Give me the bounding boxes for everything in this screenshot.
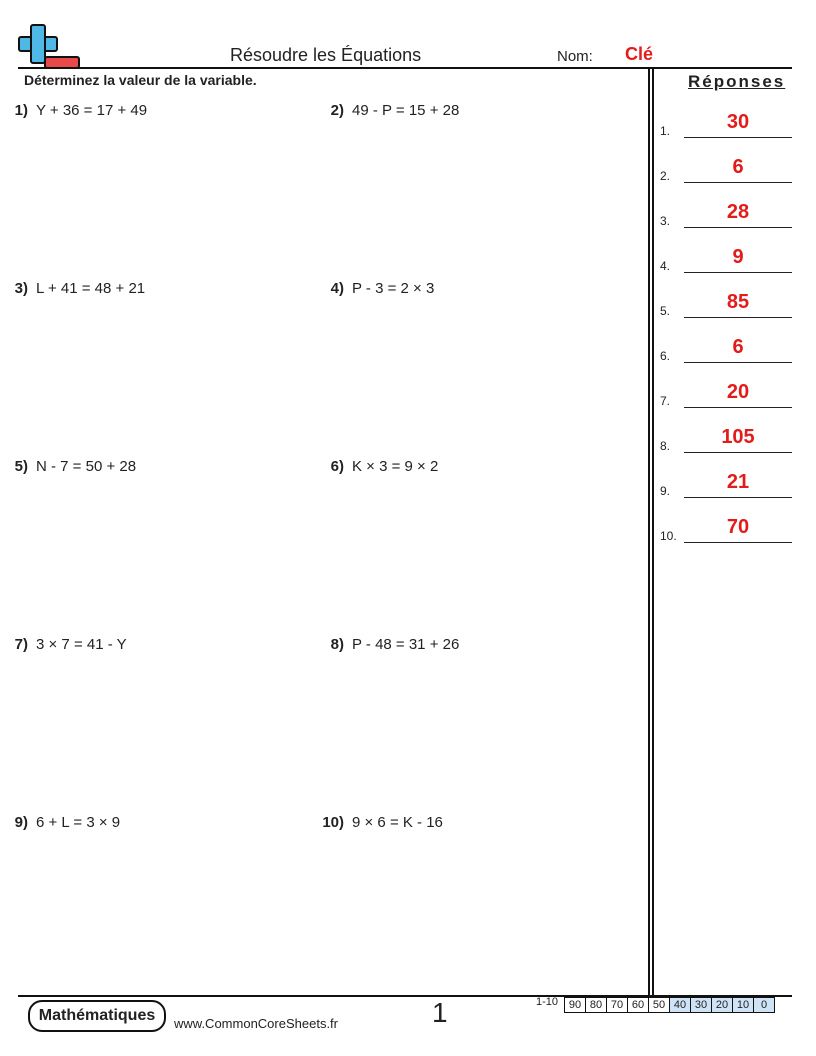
instructions: Déterminez la valeur de la variable. (24, 72, 257, 88)
problem-equation: N - 7 = 50 + 28 (36, 458, 137, 475)
answer-line (684, 362, 792, 363)
website-link[interactable]: www.CommonCoreSheets.fr (174, 1016, 338, 1031)
problem-number: 4) (330, 280, 344, 297)
answer-row (660, 423, 792, 453)
column-divider-inner (652, 67, 654, 996)
page-number: 1 (432, 997, 448, 1028)
subject-badge: Mathématiques (28, 1000, 166, 1032)
problem-10 (318, 814, 443, 831)
answer-value: 6 (732, 336, 744, 358)
answer-value: 70 (726, 516, 750, 538)
problem-number: 3) (14, 280, 28, 297)
answer-row (660, 198, 792, 228)
answer-value: 105 (721, 426, 755, 448)
problem-number: 8) (330, 636, 344, 653)
answer-index: 4. (660, 259, 671, 273)
page-title: Résoudre les Équations (230, 45, 422, 65)
answer-row (660, 378, 792, 408)
problem-2 (318, 102, 459, 119)
answer-line (684, 137, 792, 138)
answer-value: 28 (726, 201, 750, 223)
answer-index: 1. (660, 124, 671, 138)
answer-value: 21 (726, 471, 750, 493)
name-label: Nom: (557, 48, 593, 65)
problem-equation: 49 - P = 15 + 28 (352, 102, 460, 119)
answer-index: 8. (660, 439, 671, 453)
problem-1 (2, 102, 147, 119)
problem-4 (318, 280, 434, 297)
problem-9 (2, 814, 120, 831)
answer-index: 6. (660, 349, 671, 363)
problem-equation: K × 3 = 9 × 2 (352, 458, 439, 475)
score-table (564, 997, 775, 1013)
column-divider (648, 67, 650, 996)
problem-number: 6) (330, 458, 344, 475)
answer-index: 5. (660, 304, 671, 318)
answer-line (684, 452, 792, 453)
problem-equation: 6 + L = 3 × 9 (36, 814, 121, 831)
answer-row (660, 333, 792, 363)
score-cell: 0 (754, 998, 775, 1013)
answer-line (684, 272, 792, 273)
problem-number: 5) (14, 458, 28, 475)
problem-equation: L + 41 = 48 + 21 (36, 280, 146, 297)
problem-equation: 9 × 6 = K - 16 (352, 814, 443, 831)
score-cell: 60 (628, 998, 649, 1013)
answer-row (660, 513, 792, 543)
answer-line (684, 542, 792, 543)
problem-8 (318, 636, 459, 653)
answer-value: 85 (726, 291, 750, 313)
answer-line (684, 407, 792, 408)
problem-equation: 3 × 7 = 41 - Y (36, 636, 127, 653)
score-label: 1-10 (536, 996, 559, 1008)
problem-equation: P - 48 = 31 + 26 (352, 636, 460, 653)
answer-row (660, 108, 792, 138)
score-cell: 30 (691, 998, 712, 1013)
answer-index: 3. (660, 214, 671, 228)
score-cell: 40 (670, 998, 691, 1013)
problem-number: 10) (322, 814, 344, 831)
answer-line (684, 182, 792, 183)
problem-equation: Y + 36 = 17 + 49 (36, 102, 148, 119)
answer-line (684, 227, 792, 228)
answer-value: 9 (732, 246, 744, 268)
problem-3 (2, 280, 145, 297)
answer-value: 6 (732, 156, 744, 178)
answer-index: 7. (660, 394, 671, 408)
logo (0, 0, 80, 70)
answer-value: 30 (726, 111, 750, 133)
answer-index: 2. (660, 169, 671, 183)
problem-number: 1) (14, 102, 28, 119)
answer-row (660, 468, 792, 498)
score-cell: 20 (712, 998, 733, 1013)
problem-number: 7) (14, 636, 28, 653)
problem-number: 9) (14, 814, 28, 831)
problem-5 (2, 458, 136, 475)
name-value: Clé (625, 44, 654, 64)
score-cell: 70 (607, 998, 628, 1013)
score-cell: 50 (649, 998, 670, 1013)
problem-equation: P - 3 = 2 × 3 (352, 280, 435, 297)
problem-number: 2) (330, 102, 344, 119)
answer-index: 9. (660, 484, 671, 498)
answers-title: Réponses (688, 72, 786, 91)
answer-value: 20 (726, 381, 750, 403)
score-cell: 80 (586, 998, 607, 1013)
score-cell: 10 (733, 998, 754, 1013)
answer-row (660, 288, 792, 318)
answer-line (684, 317, 792, 318)
header-divider (18, 67, 792, 69)
problem-7 (2, 636, 127, 653)
answer-row (660, 153, 792, 183)
score-cell: 90 (565, 998, 586, 1013)
answer-line (684, 497, 792, 498)
problem-6 (318, 458, 438, 475)
answer-row (660, 243, 792, 273)
answer-index: 10. (660, 529, 677, 543)
